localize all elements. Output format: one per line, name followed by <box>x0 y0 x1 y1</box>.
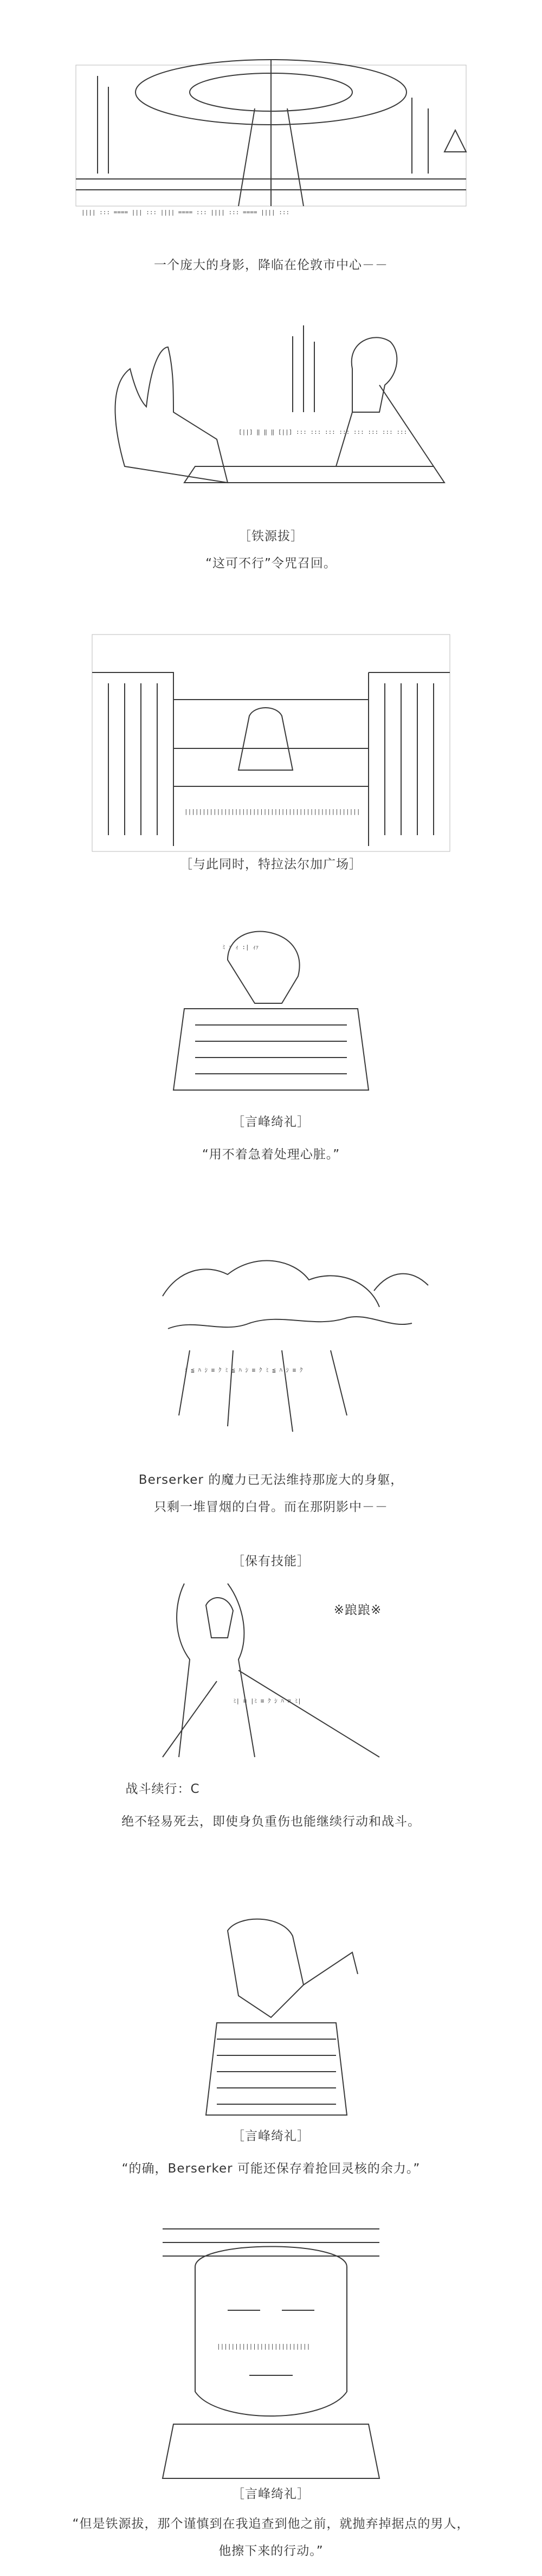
svg-text:ﾐ ≦ ﾊ ｼ ≡ ｸ ﾐ ≦ ﾊ ｼ ≡ ｸ ﾐ ≦ ﾊ: ﾐ ≦ ﾊ ｼ ≡ ｸ ﾐ ≦ ﾊ ｼ ≡ ｸ ﾐ ≦ ﾊ ｼ ≡ ｸ <box>184 1367 303 1374</box>
dialogue-line: “的确，Berserker 可能还保存着抢回灵核的余力。” <box>121 2162 421 2176</box>
panel-6 <box>0 1540 542 1898</box>
status-effect-label: ※踉踉※ <box>333 1603 382 1617</box>
ascii-art-kotomine-close-up <box>0 2218 542 2489</box>
narration-line-1: Berserker 的魔力已无法维持那庞大的身躯， <box>138 1473 404 1487</box>
ascii-art-raised-hand-command-seal <box>0 304 542 510</box>
ascii-art-crumbling-giant <box>0 1188 542 1459</box>
caption-line: 一个庞大的身影，降临在伦敦市中心－－ <box>154 258 388 272</box>
svg-text:||||||||||||||||||||||||||||||: ||||||||||||||||||||||||||||||||||||||||||||||||| <box>184 808 360 815</box>
ascii-art-trafalgar-square <box>0 607 542 857</box>
speaker-label: ［言峰绮礼］ <box>232 2487 310 2501</box>
ascii-art-giant-over-london <box>0 0 542 228</box>
dialogue-line: “用不着急着处理心脏。” <box>202 1148 340 1162</box>
svg-text:||||||||||||||||||||||||||: |||||||||||||||||||||||||| <box>217 2343 311 2350</box>
svg-text:ﾐ| ≡ |ﾐ ≡ ｸ ｼ ﾊ ≡ ﾐ|: ﾐ| ≡ |ﾐ ≡ ｸ ｼ ﾊ ≡ ﾐ| <box>233 1697 301 1704</box>
panel-3 <box>0 607 542 895</box>
skill-description: 绝不轻易死去，即使身负重伤也能继续行动和战斗。 <box>121 1815 421 1829</box>
dialogue-line: “这可不行”令咒召回。 <box>205 556 337 571</box>
section-label: ［保有技能］ <box>232 1554 310 1568</box>
skill-rank: 战斗续行：C <box>125 1782 200 1796</box>
location-caption: ［与此同时，特拉法尔加广场］ <box>180 857 362 872</box>
narration-line-2: 只剩一堆冒烟的白骨。而在那阴影中－－ <box>154 1500 388 1514</box>
panel-5 <box>0 1188 542 1540</box>
svg-text:[||] ‖ ‖ ‖ [||] ::: ::: ::: :: [||] ‖ ‖ ‖ [||] ::: ::: ::: ::: ::: ::: ::: ::: <box>238 428 408 435</box>
ascii-art-dark-hooded-figure <box>0 1898 542 2131</box>
dialogue-line-2: 他擦下来的行动。” <box>218 2544 324 2558</box>
ascii-art-kotomine-figure <box>0 895 542 1101</box>
speaker-label: ［言峰绮礼］ <box>232 2129 310 2143</box>
panel-2 <box>0 304 542 607</box>
svg-text:|||| ::: ==== ||| ::: |||| ===: |||| ::: ==== ||| ::: |||| ==== ::: |||| ::: ==== |||| ::: <box>81 209 290 216</box>
speaker-label: ［铁源拔］ <box>238 529 304 543</box>
dialogue-line-1: “但是铁源拔，那个谨慎到在我追查到他之前，就抛弃掉据点的男人， <box>72 2517 470 2531</box>
panel-7 <box>0 1898 542 2218</box>
svg-text:ﾐ ｧ ｨ :| ｨｧ: ﾐ ｧ ｨ :| ｨｧ <box>222 944 259 951</box>
panel-4 <box>0 895 542 1188</box>
panel-8 <box>0 2218 542 2576</box>
speaker-label: ［言峰绮礼］ <box>232 1115 310 1129</box>
panel-1 <box>0 0 542 304</box>
